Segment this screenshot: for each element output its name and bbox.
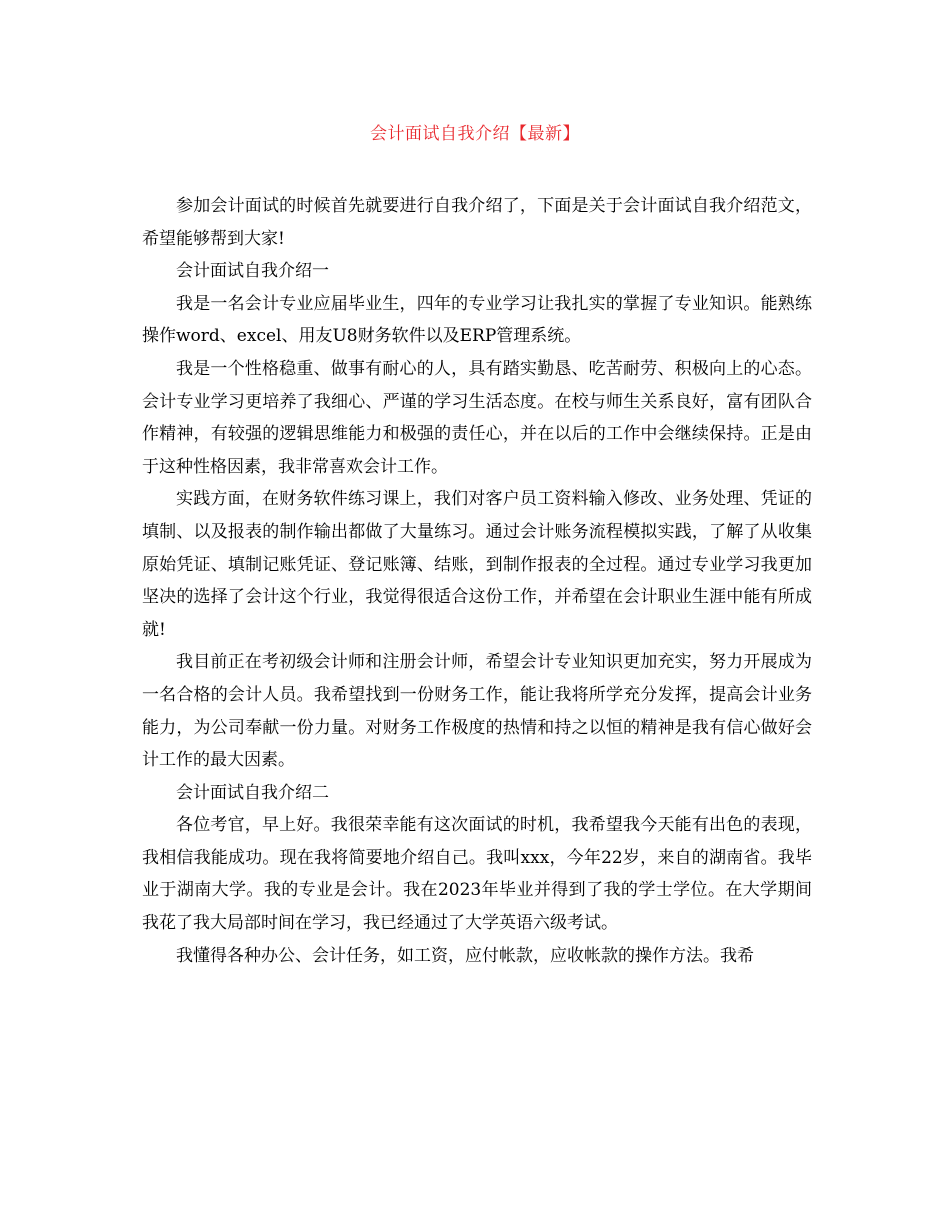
paragraph: 实践方面，在财务软件练习课上，我们对客户员工资料输入修改、业务处理、凭证的填制、以及报表的制作输出都做了大量练习。通过会计账务流程模拟实践，了解了从收集原始凭证、填制记账凭证、登记账簿、结账，到制作报表的全过程。通过专业学习我更加坚决的选择了会计这个行业，我觉得很适合这份工作，并希望在会计职业生涯中能有所成就!: [142, 489, 812, 640]
document-body: [142, 190, 812, 972]
paragraph: 我懂得各种办公、会计任务，如工资，应付帐款，应收帐款的操作方法。我希: [176, 945, 754, 966]
section-heading-two: 会计面试自我介绍二: [176, 782, 329, 803]
paragraph: 我目前正在考初级会计师和注册会计师，希望会计专业知识更加充实，努力开展成为一名合格的会计人员。我希望找到一份财务工作，能让我将所学充分发挥，提高会计业务能力，为公司奉献一份力量。对财务工作极度的热情和持之以恒的精神是我有信心做好会计工作的最大因素。: [142, 652, 812, 771]
paragraph-intro: 参加会计面试的时候首先就要进行自我介绍了，下面是关于会计面试自我介绍范文，希望能够帮到大家!: [142, 196, 812, 249]
paragraph: 我是一个性格稳重、做事有耐心的人，具有踏实勤恳、吃苦耐劳、积极向上的心态。会计专业学习更培养了我细心、严谨的学习生活态度。在校与师生关系良好，富有团队合作精神，有较强的逻辑思维能力和极强的责任心，并在以后的工作中会继续保持。正是由于这种性格因素，我非常喜欢会计工作。: [142, 358, 812, 477]
paragraph: 各位考官，早上好。我很荣幸能有这次面试的时机，我希望我今天能有出色的表现，我相信我能成功。现在我将简要地介绍自己。我叫xxx，今年22岁，来自的湖南省。我毕业于湖南大学。我的专业是会计。我在2023年毕业并得到了我的学士学位。在大学期间我花了我大局部时间在学习，我已经通过了大学英语六级考试。: [142, 815, 812, 934]
section-heading-one: 会计面试自我介绍一: [176, 261, 329, 282]
paragraph: 我是一名会计专业应届毕业生，四年的专业学习让我扎实的掌握了专业知识。能熟练操作word、excel、用友U8财务软件以及ERP管理系统。: [142, 293, 812, 347]
document-title: 会计面试自我介绍【最新】: [370, 124, 580, 144]
